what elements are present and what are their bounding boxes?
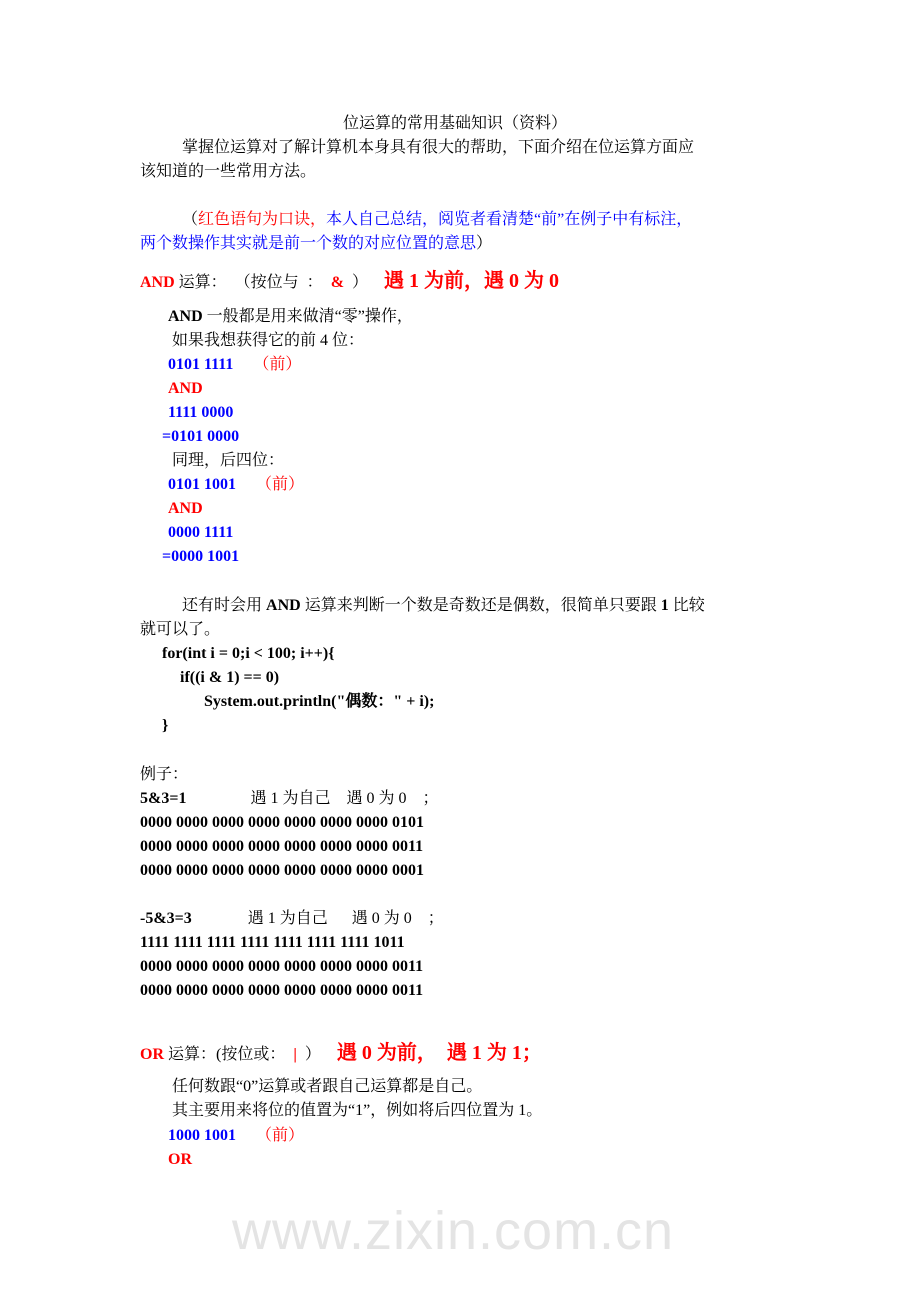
text-line [140,271,559,293]
text-span: OR [140,1046,164,1063]
text-line [140,813,424,833]
text-line [168,355,301,375]
text-line [168,379,203,399]
text-span: AND [168,308,203,325]
text-line [140,1043,542,1065]
text-span: 两个数操作其实就是前一个数的对应位置的意思 [140,235,477,252]
text-span: （前） [236,1127,305,1144]
text-span: 本人自己总结，阅览者看清楚“前”在例子中有标注， [326,211,693,228]
text-span: 比较 [668,597,705,614]
text-span: 掌握位运算对了解计算机本身具有很大的帮助，下面介绍在位运算方面应 [182,139,695,156]
text-span: ） [344,274,385,291]
text-line [172,331,364,351]
text-line [204,692,434,712]
text-line [182,210,692,230]
text-line [140,620,220,640]
text-span: OR [168,1151,192,1168]
text-line [168,499,203,519]
text-line [172,1077,482,1097]
text-span: 1000 1001 [168,1127,236,1144]
text-span: & [330,274,345,291]
document-title: 位运算的常用基础知识（资料） [342,115,567,132]
text-line [182,596,705,616]
text-span: 运算：(按位或： [164,1046,294,1063]
text-line [168,307,413,327]
text-span: for(int i = 0;i < 100; i++){ [162,645,335,662]
text-span: 如果我想获得它的前 4 位： [172,332,365,349]
text-span: 一般都是用来做清“零”操作， [202,308,413,325]
text-line [140,933,405,953]
text-line [162,427,239,447]
text-line [140,957,423,977]
text-span: （前） [233,356,302,373]
text-line [140,981,423,1001]
text-line [168,475,304,495]
text-span: System.out.println("偶数：" + i); [204,693,435,710]
text-line [180,668,279,688]
text-line [168,1150,192,1170]
text-line [168,403,233,423]
text-line [140,861,424,881]
text-span: AND [140,274,175,291]
text-span: 任何数跟“0”运算或者跟自己运算都是自己。 [172,1078,483,1095]
text-span: 0101 1111 [168,356,234,373]
text-span: 5&3=1 [140,790,187,807]
text-span: 运算来判断一个数是奇数还是偶数，很简单只要跟 [300,597,661,614]
text-span: 其主要用来将位的值置为“1”，例如将后四位置为 1。 [172,1102,543,1119]
text-line [182,138,694,158]
text-span: 遇 1 为前，遇 0 为 0 [384,270,560,292]
text-line [140,234,492,254]
text-span: 1111 1111 1111 1111 1111 1111 1111 1011 [140,934,405,951]
text-span: ） [476,235,493,252]
text-span: AND [168,380,203,397]
text-span: 0000 0000 0000 0000 0000 0000 0000 0001 [140,862,424,879]
text-span: 例子： [140,766,189,783]
text-span: 红色语句为口诀， [198,211,327,228]
text-span: =0101 0000 [162,428,240,445]
text-span: 就可以了。 [140,621,221,638]
text-line [172,1101,542,1121]
text-span: 遇 1 为自己 遇 0 为 0 ； [191,910,444,927]
text-span: | [293,1046,297,1063]
text-span: 该知道的一些常用方法。 [140,163,317,180]
text-line [140,909,444,929]
text-span: 遇 0 为前， 遇 1 为 1； [336,1042,542,1064]
text-line [172,451,284,471]
watermark: www.zixin.com.cn [232,1201,675,1261]
text-span: ） [296,1046,337,1063]
text-line [140,837,423,857]
text-span: 同理，后四位： [172,452,285,469]
text-span: 运算： （按位与 ： [174,274,331,291]
text-span: 0000 0000 0000 0000 0000 0000 0000 0011 [140,958,424,975]
text-span: 0000 0000 0000 0000 0000 0000 0000 0101 [140,814,424,831]
text-span: 1111 0000 [168,404,234,421]
text-span: } [162,717,169,734]
text-span: -5&3=3 [140,910,192,927]
text-span: 遇 1 为自己 遇 0 为 0 ； [186,790,439,807]
text-span: 0000 0000 0000 0000 0000 0000 0000 0011 [140,982,424,999]
text-span: 0000 1111 [168,524,234,541]
text-span: =0000 1001 [162,548,240,565]
text-line [140,162,316,182]
text-line [168,1126,304,1146]
text-span: 0000 0000 0000 0000 0000 0000 0000 0011 [140,838,424,855]
text-line [140,765,188,785]
text-span: （前） [236,476,305,493]
text-span: if((i & 1) == 0) [180,669,280,686]
text-span: 1 [660,597,669,614]
text-span: 还有时会用 [182,597,267,614]
text-line [162,644,335,664]
text-span: AND [266,597,301,614]
text-span: 0101 1001 [168,476,236,493]
text-span: AND [168,500,203,517]
text-line [140,789,438,809]
text-span: （ [182,211,199,228]
text-line [162,547,239,567]
text-line [168,523,233,543]
text-line [162,716,168,736]
